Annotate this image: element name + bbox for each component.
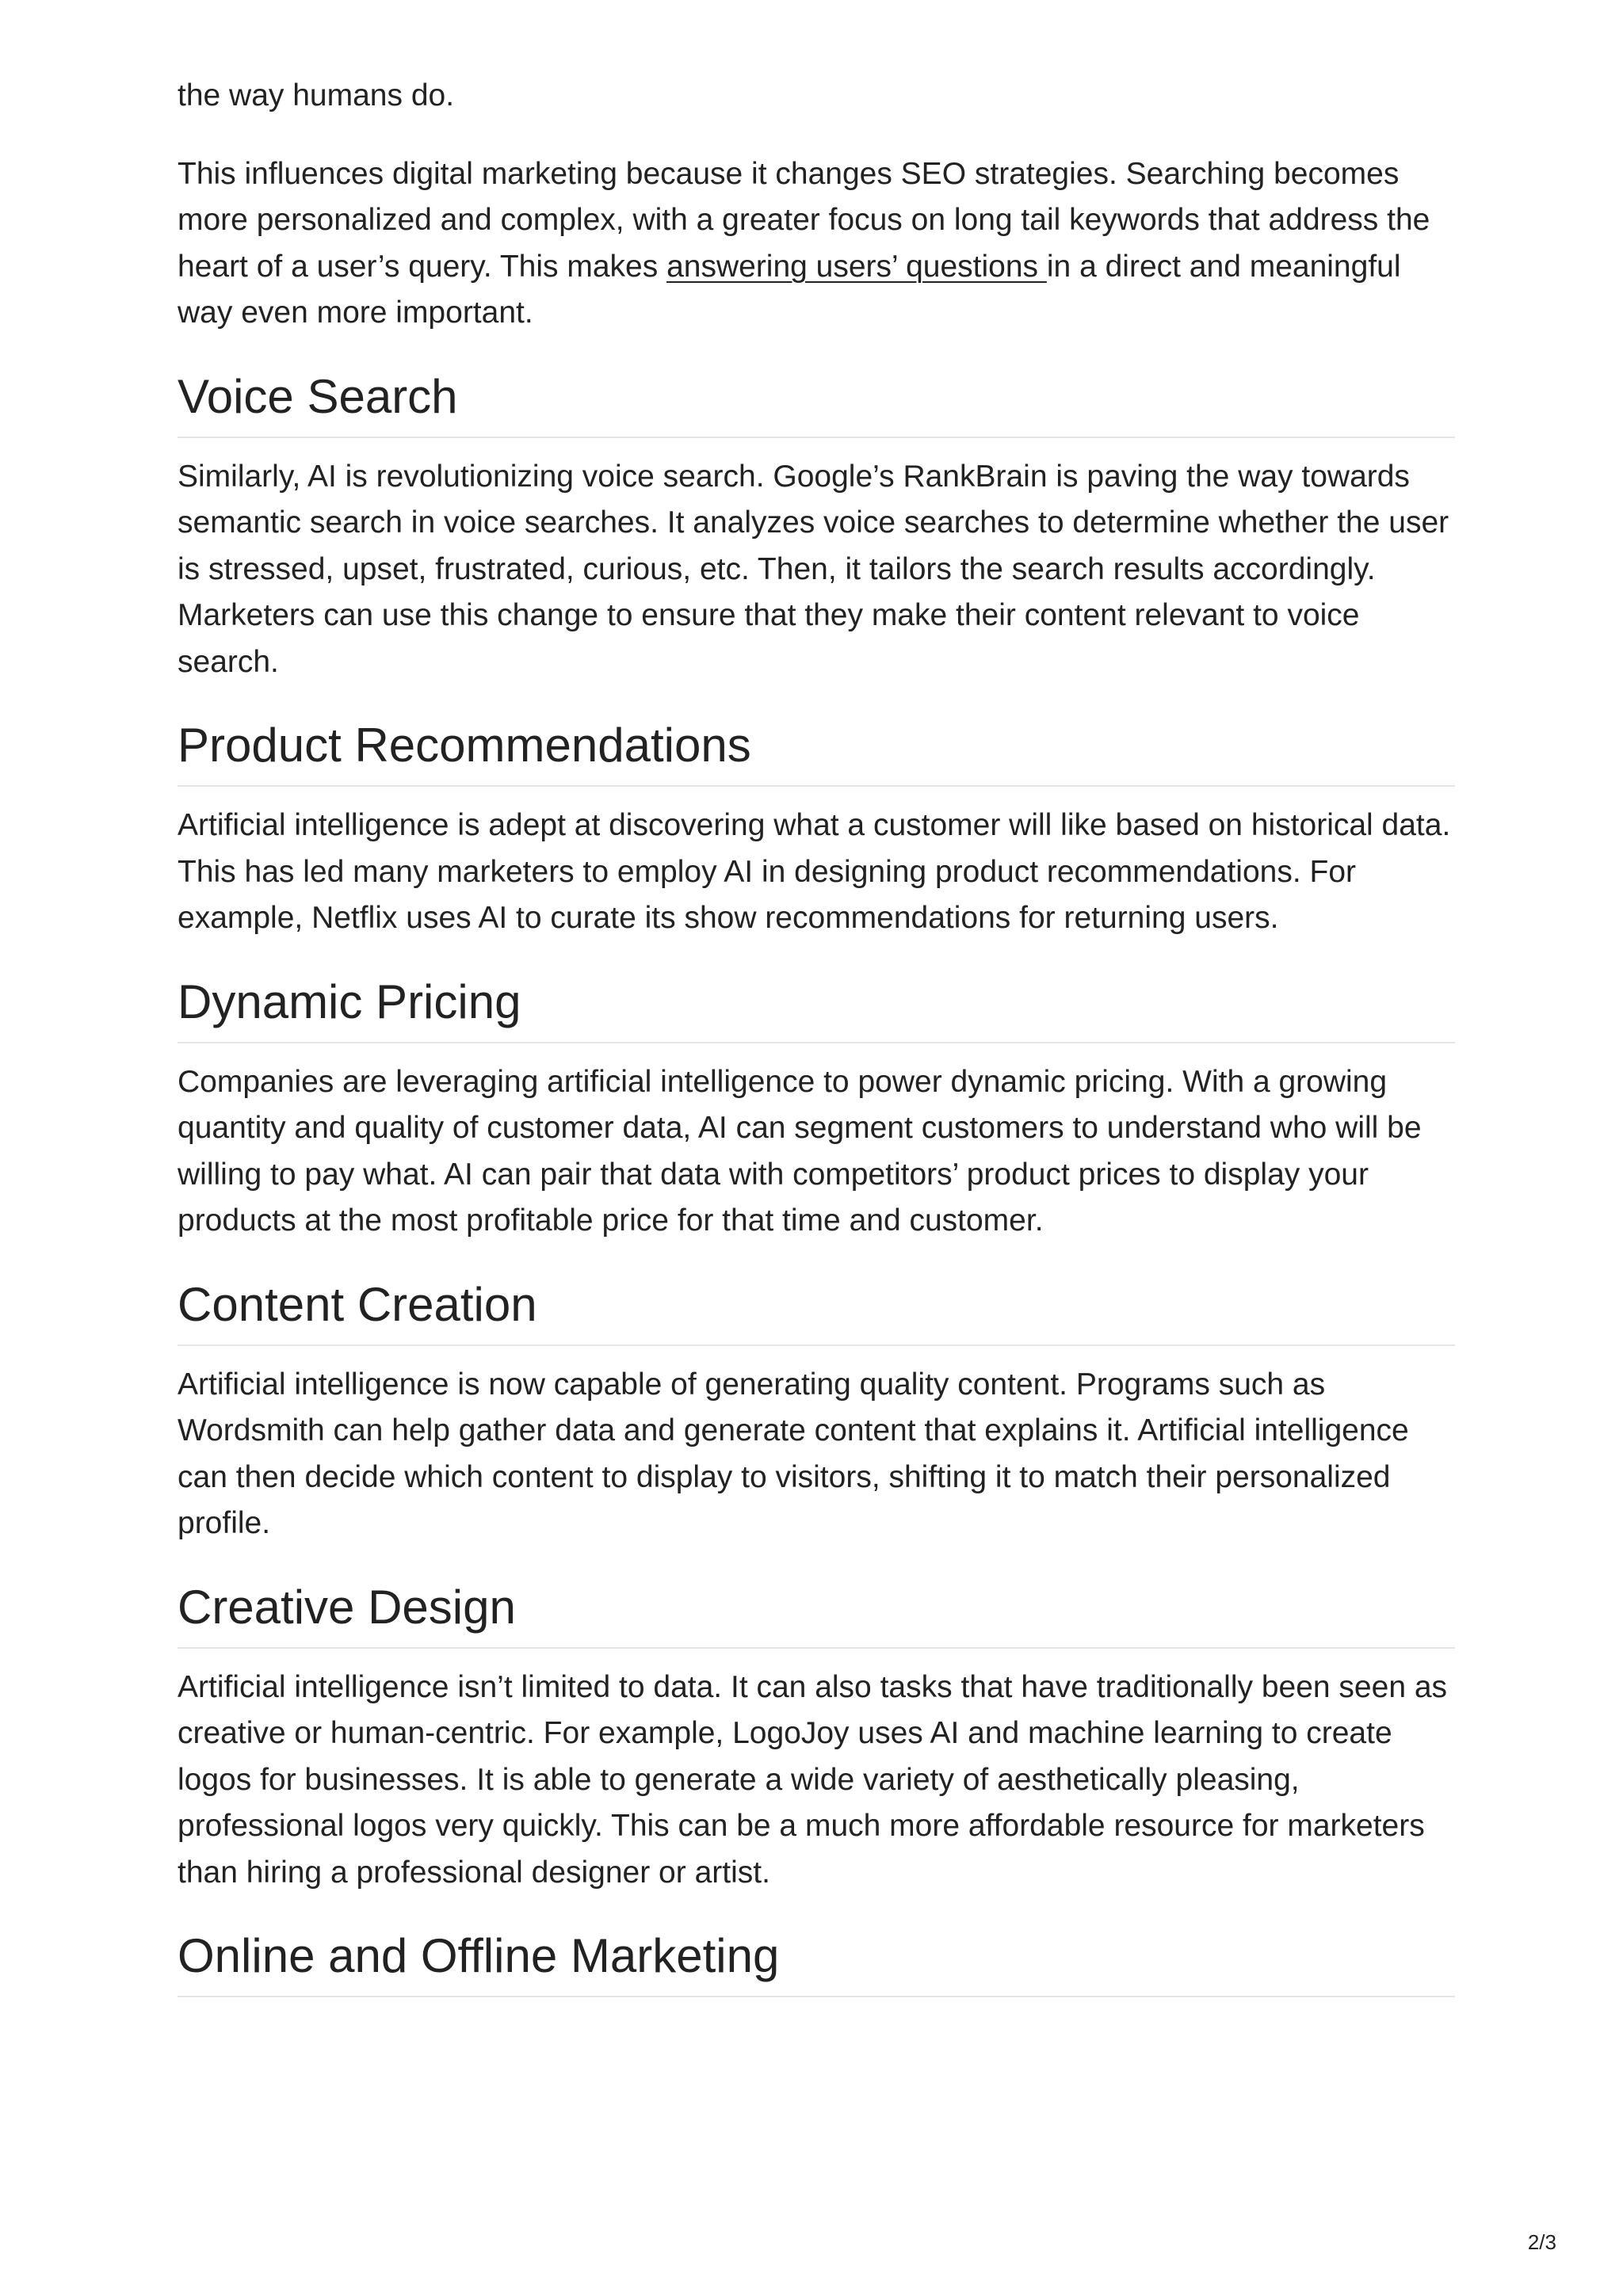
intro-text-after-link: in a direct and meaningful way even more important.: [178, 249, 1401, 330]
intro-paragraph: [178, 151, 1455, 337]
paragraph-content-creation: Artificial intelligence is now capable of generating quality content. Programs such as Wordsmith can help gather data and generate content that explains it. Artificial intelligence can then decide which content to display to visitors, shifting it to match their personalized profile.: [178, 1367, 1409, 1540]
page-number: 2/3: [1527, 2230, 1556, 2254]
article-body: [178, 73, 1455, 2013]
intro-continuation: the way humans do.: [178, 78, 455, 113]
heading-creative-design: Creative Design: [178, 1579, 1455, 1649]
heading-product-recommendations: Product Recommendations: [178, 717, 1455, 787]
paragraph-creative-design: Artificial intelligence isn’t limited to data. It can also tasks that have traditionally been seen as creative or human-centric. For example, LogoJoy uses AI and machine learning to create logos for businesses. It is able to generate a wide variety of aesthetically pleasing, professional logos very quickly. This can be a much more affordable resource for marketers than hiring a professional designer or artist.: [178, 1669, 1448, 1890]
paragraph-voice-search: Similarly, AI is revolutionizing voice search. Google’s RankBrain is paving the way towards semantic search in voice searches. It analyzes voice searches to determine whether the user is stressed, upset, frustrated, curious, etc. Then, it tailors the search results accordingly. Marketers can use this change to ensure that they make their content relevant to voice search.: [178, 459, 1449, 679]
paragraph-dynamic-pricing: Companies are leveraging artificial intelligence to power dynamic pricing. With a growing quantity and quality of customer data, AI can segment customers to understand who will be willing to pay what. AI can pair that data with competitors’ product prices to display your products at the most profitable price for that time and customer.: [178, 1064, 1422, 1238]
heading-content-creation: Content Creation: [178, 1276, 1455, 1346]
answering-users-questions-link[interactable]: answering users’ questions: [666, 249, 1047, 284]
heading-dynamic-pricing: Dynamic Pricing: [178, 974, 1455, 1043]
paragraph-product-recommendations: Artificial intelligence is adept at discovering what a customer will like based on historical data. This has led many marketers to employ AI in designing product recommendations. For example, Netflix uses AI to curate its show recommendations for returning users.: [178, 808, 1451, 935]
heading-online-offline-marketing: Online and Offline Marketing: [178, 1928, 1455, 1997]
intro-text-before-link: This influences digital marketing because it changes SEO strategies. Searching becomes more personalized and complex, with a greater focus on long tail keywords that address the heart of a user’s query. This makes: [178, 156, 1430, 284]
heading-voice-search: Voice Search: [178, 368, 1455, 438]
